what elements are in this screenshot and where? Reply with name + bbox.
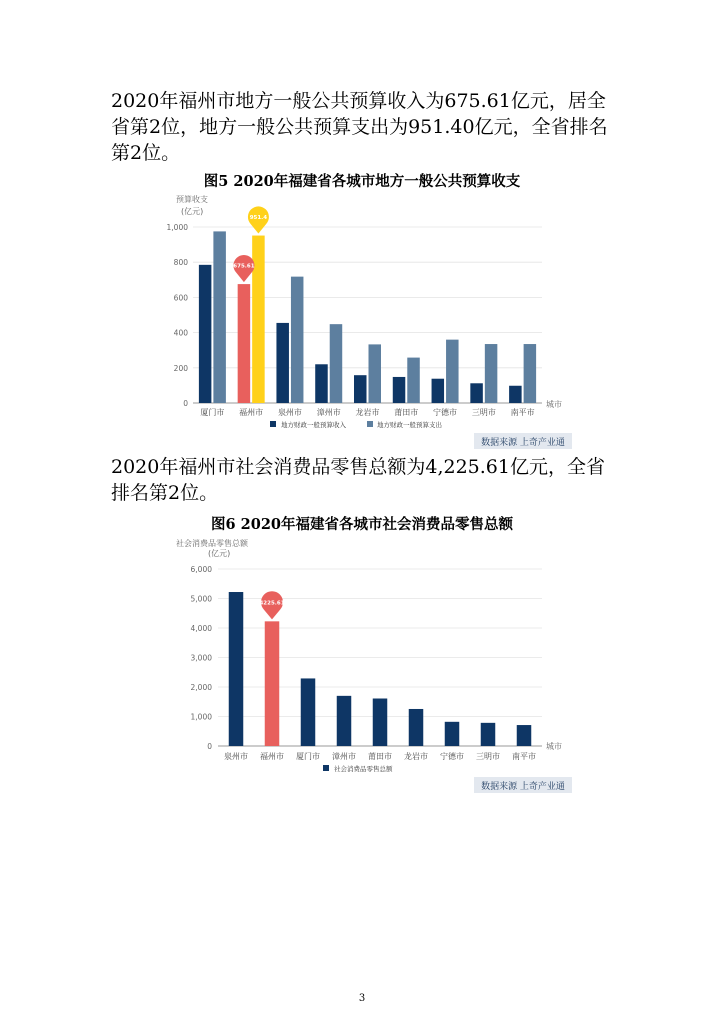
x-tick-label: 龙岩市	[355, 408, 380, 417]
x-tick-label: 福州市	[260, 752, 284, 761]
x-tick-label: 厦门市	[296, 752, 320, 761]
bar-retail	[481, 723, 496, 746]
x-tick-label: 莆田市	[368, 752, 392, 761]
bar-income	[509, 386, 521, 403]
bar-retail	[373, 699, 388, 746]
source-text: 数据来源 上奇产业通	[481, 438, 565, 448]
bar-expense	[485, 344, 498, 403]
x-tick-label: 宁德市	[433, 408, 458, 417]
bar-retail	[229, 592, 244, 746]
paragraph-budget: 2020年福州市地方一般公共预算收入为675.61亿元，居全省第2位，地方一般公共预算支出为951.40亿元，全省排名第2位。	[111, 90, 608, 164]
x-tick-label: 厦门市	[200, 408, 225, 417]
bar-income	[470, 383, 483, 403]
x-tick-label: 漳州市	[332, 752, 356, 761]
bar-income	[393, 377, 406, 403]
bar-income	[432, 379, 445, 403]
page-number: 3	[358, 993, 366, 1004]
x-axis-label: 城市	[546, 400, 562, 409]
bar-retail	[517, 725, 532, 746]
figure-5-title: 图5 2020年福建省各城市地方一般公共预算收支	[203, 173, 521, 190]
y-axis-label: 社会消费品零售总额	[176, 539, 248, 548]
bar-income	[238, 284, 251, 403]
bar-retail	[409, 709, 424, 746]
legend-swatch-expense	[367, 421, 373, 427]
y-tick-label: 0	[207, 742, 212, 751]
source-text: 数据来源 上奇产业通	[481, 782, 565, 792]
y-tick-label: 1,000	[166, 223, 188, 232]
bar-expense	[407, 358, 420, 403]
y-tick-label: 0	[183, 399, 188, 408]
x-tick-label: 漳州市	[316, 408, 341, 417]
bar-retail	[301, 678, 316, 746]
y-tick-label: 4,000	[190, 624, 212, 633]
y-tick-label: 3,000	[190, 653, 212, 663]
x-tick-label: 福州市	[239, 408, 264, 417]
figure-6-title: 图6 2020年福建省各城市社会消费品零售总额	[211, 516, 513, 533]
y-axis-unit: (亿元)	[181, 207, 204, 216]
bar-expense	[291, 277, 304, 403]
y-tick-label: 5,000	[190, 594, 212, 604]
x-tick-label: 南平市	[512, 752, 536, 761]
bar-income	[199, 265, 212, 403]
legend-swatch-retail	[323, 765, 329, 771]
y-tick-label: 1,000	[190, 712, 212, 722]
x-tick-label: 泉州市	[277, 408, 302, 417]
y-tick-label: 600	[173, 293, 188, 303]
y-tick-label: 2,000	[190, 683, 212, 692]
data-label: 4225.61	[259, 600, 285, 607]
budget-chart	[0, 192, 724, 452]
bar-expense	[524, 344, 537, 403]
bar-income	[276, 323, 289, 403]
bar-retail	[445, 722, 460, 746]
bar-retail	[265, 621, 280, 746]
legend-swatch-income	[270, 421, 276, 427]
legend-label-retail: 社会消费品零售总额	[334, 765, 393, 773]
legend	[323, 764, 393, 773]
paragraph-retail: 2020年福州市社会消费品零售总额为4,225.61亿元，全省排名第2位。	[111, 456, 605, 504]
y-tick-label: 400	[173, 328, 188, 338]
bar-expense	[213, 231, 226, 403]
x-tick-label: 南平市	[510, 408, 535, 417]
bar-expense	[369, 344, 382, 403]
legend-label-income: 地方财政一般预算收入	[281, 421, 346, 429]
x-tick-label: 宁德市	[440, 752, 464, 761]
bar-income	[315, 364, 328, 403]
x-axis-label: 城市	[546, 742, 562, 751]
x-tick-label: 莆田市	[394, 408, 419, 417]
retail-chart	[0, 536, 724, 801]
legend-label-expense: 地方财政一般预算支出	[377, 421, 442, 429]
y-tick-label: 800	[173, 258, 188, 268]
bar-income	[354, 375, 367, 403]
x-tick-label: 三明市	[476, 752, 500, 761]
data-label: 951.4	[249, 214, 268, 221]
y-tick-label: 200	[173, 363, 188, 373]
x-tick-label: 龙岩市	[404, 752, 428, 761]
legend	[270, 420, 442, 429]
y-tick-label: 6,000	[190, 565, 212, 574]
y-axis-unit: (亿元)	[208, 549, 231, 558]
x-tick-label: 泉州市	[224, 752, 248, 761]
bar-expense	[446, 340, 459, 403]
bar-expense	[330, 324, 343, 403]
bar-retail	[337, 696, 352, 746]
data-label: 675.61	[233, 263, 255, 270]
y-axis-label: 预算收支	[176, 195, 208, 204]
bar-expense	[252, 236, 265, 403]
x-tick-label: 三明市	[471, 408, 496, 417]
